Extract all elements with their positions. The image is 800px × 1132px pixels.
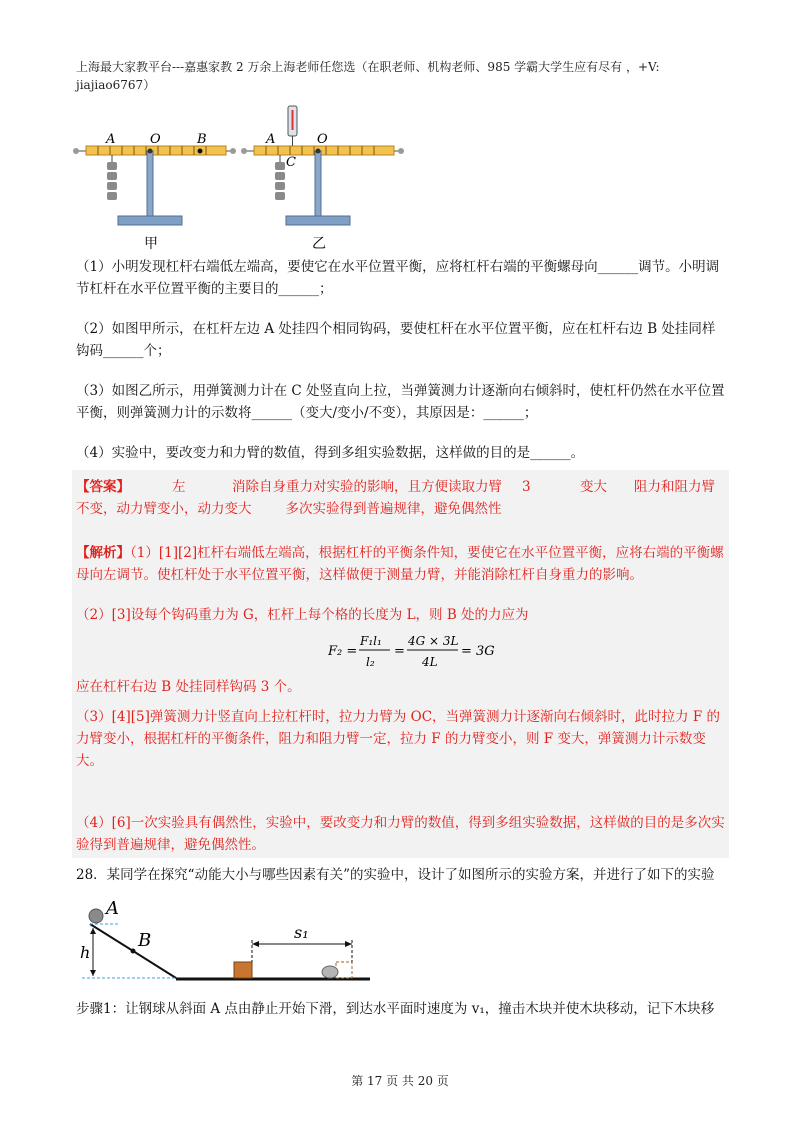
lever-jia	[73, 132, 236, 252]
answer-6: 多次实验得到普遍规律，避免偶然性	[285, 501, 502, 517]
question-1: （1）小明发现杠杆右端低左端高，要使它在水平位置平衡，应将杠杆右端的平衡螺母向______调节。小明调节杠杆在水平位置平衡的主要目的______；	[76, 259, 720, 297]
formula-rhs: = 3G	[461, 644, 495, 659]
label-o: O	[150, 132, 161, 147]
page-header: 上海最大家教平台---嘉惠家教 2 万余上海老师任您选（在职老师、机构老师、985 学霸大学生应有尽有 ，+V: jiajiao6767）	[76, 60, 660, 92]
answer-4: 变大	[580, 479, 607, 495]
svg-text:=: =	[394, 644, 405, 659]
formula-num1: F₁l₁	[360, 634, 382, 648]
page-footer: 第 17 页 共 20 页	[351, 1074, 449, 1088]
analysis-p1	[76, 542, 726, 586]
label-b: B	[197, 132, 207, 147]
incline-label-a: A	[106, 898, 119, 919]
formula-lhs: F₂ =	[328, 644, 358, 659]
label-a: A	[106, 132, 116, 147]
analysis-p4: （4）[6]一次实验具有偶然性，实验中，要改变力和力臂的数值，得到多组实验数据，这样做的目的是多次实验得到普遍规律，避免偶然性。	[76, 815, 725, 853]
analysis-p2: （2）[3]设每个钩码重力为 G，杠杆上每个格的长度为 L，则 B 处的力应为	[76, 607, 529, 623]
question-3: （3）如图乙所示，用弹簧测力计在 C 处竖直向上拉，当弹簧测力计逐渐向右倾斜时，使杠杆仍然在水平位置平衡，则弹簧测力计的示数将______（变大/变小/不变），其原因是：______；	[76, 383, 725, 421]
question-28-step1: 步骤1：让钢球从斜面 A 点由静止开始下滑，到达水平面时速度为 v₁，撞击木块并使木块移动，记下木块移	[76, 1001, 715, 1017]
question-28-stem: 28．某同学在探究“动能大小与哪些因素有关”的实验中，设计了如图所示的实验方案，并进行了如下的实验	[76, 867, 715, 883]
analysis-p2b: 应在杠杆右边 B 处挂同样钩码 3 个。	[76, 679, 301, 695]
lever-yi	[241, 106, 404, 252]
answer-label: 【答案】	[76, 479, 130, 495]
analysis-label: 【解析】	[76, 545, 130, 561]
formula	[328, 628, 498, 674]
formula-den1: l₂	[366, 655, 375, 669]
answer-2: 消除自身重力对实验的影响，且方便读取力臂	[232, 479, 502, 495]
answer-3: 3	[522, 479, 531, 495]
incline-label-b: B	[138, 930, 152, 951]
incline-label-h: h	[80, 943, 91, 962]
label-c: C	[286, 155, 296, 170]
question-2: （2）如图甲所示，在杠杆左边 A 处挂四个相同钩码，要使杠杆在水平位置平衡，应在杠杆右边 B 处挂同样钩码______个；	[76, 321, 716, 359]
analysis-p1-text: （1）[1][2]杠杆右端低左端高，根据杠杆的平衡条件知，要使它在水平位置平衡，应将右端的平衡螺母向左调节。使杠杆处于水平位置平衡，这样做便于测量力臂，并能消除杠杆自身重力的影响。	[76, 545, 724, 583]
analysis-p3: （3）[4][5]弹簧测力计竖直向上拉杠杆时，拉力力臂为 OC，当弹簧测力计逐渐向右倾斜时，此时拉力 F 的力臂变小，根据杠杆的平衡条件，阻力和阻力臂一定，拉力 F 的力臂变小，则 F 变大，弹簧测力计示数变大。	[76, 709, 720, 769]
answer-5-flow	[76, 476, 726, 520]
answer-5-text: 阻力和阻力臂不变，动力臂变小，动力变大	[76, 479, 715, 517]
lever-figure	[70, 100, 410, 260]
label-o-yi: O	[317, 132, 328, 147]
incline-figure	[80, 892, 380, 988]
label-a-yi: A	[266, 132, 276, 147]
caption-yi: 乙	[312, 236, 326, 252]
question-4: （4）实验中，要改变力和力臂的数值，得到多组实验数据，这样做的目的是______。	[76, 445, 585, 461]
answer-1: 左	[172, 479, 186, 495]
formula-den2: 4L	[422, 655, 438, 669]
formula-num2: 4G × 3L	[408, 634, 459, 648]
caption-jia: 甲	[144, 236, 158, 252]
incline-label-s1: s₁	[294, 923, 309, 942]
